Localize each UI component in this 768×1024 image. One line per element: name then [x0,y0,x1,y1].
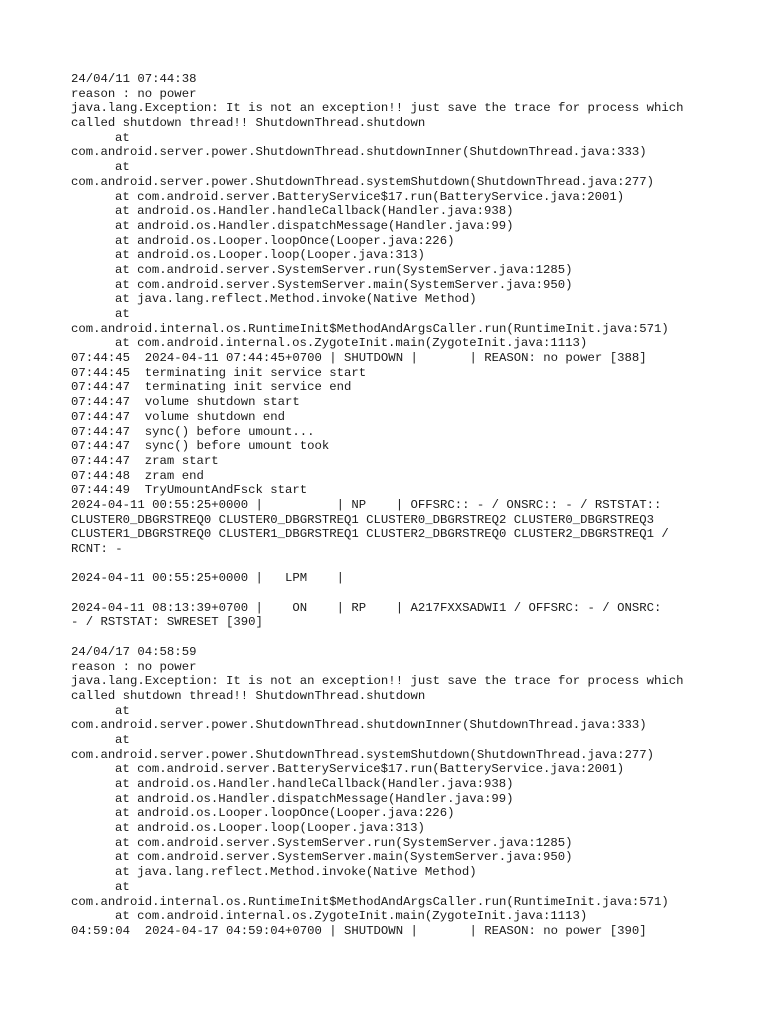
log-line: 2024-04-11 00:55:25+0000 | LPM | [71,571,345,586]
blank-line [71,630,711,645]
log-line: 04:59:04 2024-04-17 04:59:04+0700 | SHUTDOWN | | REASON: no power [390] [71,923,647,938]
log-line: com.android.server.power.ShutdownThread.shutdownInner(ShutdownThread.java:333) [71,145,647,160]
log-line: 07:44:47 volume shutdown end [71,409,286,424]
log-page [71,72,711,939]
log-line: com.android.server.power.ShutdownThread.systemShutdown(ShutdownThread.java:277) [71,174,654,189]
log-line: 24/04/17 04:58:59 [71,644,197,659]
log-line: at [115,879,130,894]
log-line: CLUSTER0_DBGRSTREQ0 CLUSTER0_DBGRSTREQ1 CLUSTER0_DBGRSTREQ2 CLUSTER0_DBGRSTREQ3 [71,512,654,527]
log-line: com.android.server.power.ShutdownThread.systemShutdown(ShutdownThread.java:277) [71,747,654,762]
log-line: com.android.internal.os.RuntimeInit$MethodAndArgsCaller.run(RuntimeInit.java:571) [71,321,669,336]
log-line: at android.os.Looper.loop(Looper.java:313) [115,821,425,836]
log-line: at [115,307,130,321]
log-line: reason : no power [71,659,197,674]
log-line: at com.android.server.SystemServer.run(SystemServer.java:1285) [115,262,573,277]
log-line: at com.android.internal.os.ZygoteInit.main(ZygoteInit.java:1113) [115,909,588,924]
log-line: 2024-04-11 08:13:39+0700 | ON | RP | A217FXXSADWI1 / OFFSRC: - / ONSRC: [71,600,662,615]
log-line: com.android.server.power.ShutdownThread.shutdownInner(ShutdownThread.java:333) [71,718,647,733]
log-line: at android.os.Handler.handleCallback(Handler.java:938) [115,204,514,219]
log-line: at [115,130,130,145]
log-line: com.android.internal.os.RuntimeInit$MethodAndArgsCaller.run(RuntimeInit.java:571) [71,894,669,909]
log-line: at com.android.server.SystemServer.main(SystemServer.java:950) [115,850,573,865]
log-line: 07:44:47 terminating init service end [71,380,352,395]
log-line: at [115,732,130,747]
blank-line [71,557,711,572]
log-line: reason : no power [71,86,197,101]
log-line: called shutdown thread!! ShutdownThread.shutdown [71,688,426,703]
log-line: 07:44:47 volume shutdown start [71,395,300,410]
log-line: 07:44:47 zram start [71,453,219,468]
blank-line [71,586,711,601]
log-line: at java.lang.reflect.Method.invoke(Native Method) [115,292,477,307]
log-line: at [115,160,130,175]
log-line: at [115,703,130,718]
log-line: at android.os.Handler.dispatchMessage(Handler.java:99) [115,218,514,233]
log-line: at android.os.Looper.loop(Looper.java:313) [115,248,425,263]
log-line: at com.android.internal.os.ZygoteInit.main(ZygoteInit.java:1113) [115,336,588,351]
log-line: at android.os.Looper.loopOnce(Looper.java:226) [115,233,455,248]
log-line: at com.android.server.BatteryService$17.run(BatteryService.java:2001) [115,189,625,204]
log-line: 07:44:45 2024-04-11 07:44:45+0700 | SHUTDOWN | | REASON: no power [388] [71,351,647,366]
log-line: java.lang.Exception: It is not an exception!! just save the trace for process which [71,674,684,689]
log-line: 2024-04-11 00:55:25+0000 | | NP | OFFSRC:: - / ONSRC:: - / RSTSTAT:: [71,497,662,512]
log-line: at android.os.Handler.handleCallback(Handler.java:938) [115,777,514,791]
log-line: at android.os.Looper.loopOnce(Looper.java:226) [115,806,455,821]
log-line: 07:44:45 terminating init service start [71,365,367,380]
log-line: 07:44:47 sync() before umount... [71,424,315,439]
log-line: 07:44:48 zram end [71,468,204,483]
log-line: at android.os.Handler.dispatchMessage(Handler.java:99) [115,791,514,806]
log-line: - / RSTSTAT: SWRESET [390] [71,615,263,630]
log-line: CLUSTER1_DBGRSTREQ0 CLUSTER1_DBGRSTREQ1 CLUSTER2_DBGRSTREQ0 CLUSTER2_DBGRSTREQ1 / [71,527,669,542]
log-line: called shutdown thread!! ShutdownThread.shutdown [71,116,426,131]
log-line: at com.android.server.SystemServer.main(SystemServer.java:950) [115,277,573,292]
log-line: at com.android.server.SystemServer.run(SystemServer.java:1285) [115,835,573,850]
log-line: 07:44:47 sync() before umount took [71,439,330,454]
log-line: at java.lang.reflect.Method.invoke(Native Method) [115,865,477,880]
log-line: RCNT: - [71,542,123,556]
log-line: 07:44:49 TryUmountAndFsck start [71,483,308,498]
log-line: 24/04/11 07:44:38 [71,72,197,86]
log-line: at com.android.server.BatteryService$17.run(BatteryService.java:2001) [115,762,625,777]
log-line: java.lang.Exception: It is not an exception!! just save the trace for process which [71,101,684,116]
